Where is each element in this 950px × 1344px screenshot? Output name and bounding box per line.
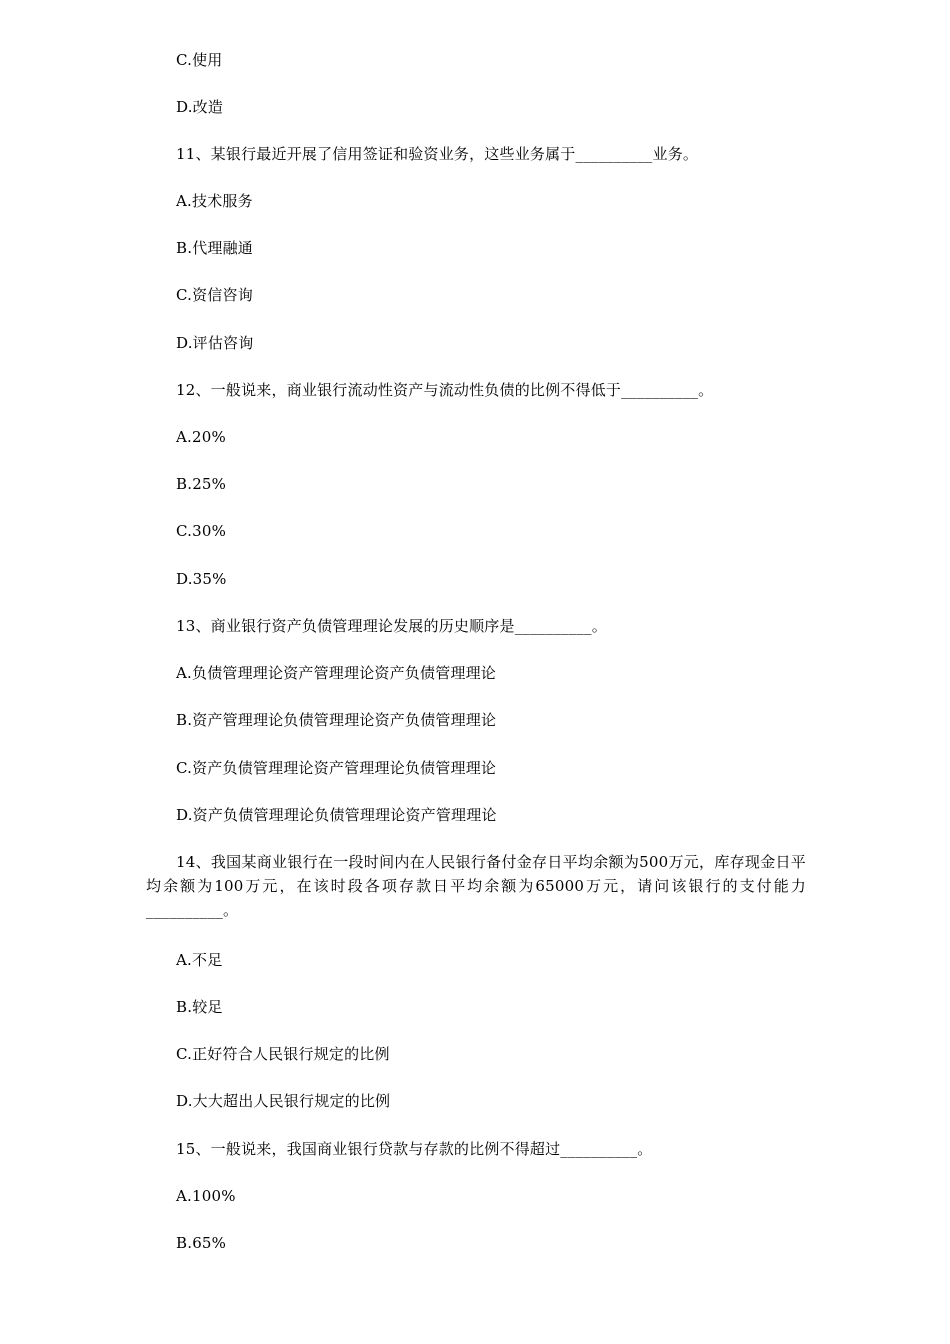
question-15: 15、一般说来，我国商业银行贷款与存款的比例不得超过__________。 bbox=[176, 1140, 653, 1158]
option-14b: B.较足 bbox=[176, 998, 223, 1016]
option-13c: C.资产负债管理理论资产管理理论负债管理理论 bbox=[176, 759, 497, 777]
option-14d: D.大大超出人民银行规定的比例 bbox=[176, 1092, 391, 1110]
option-11c: C.资信咨询 bbox=[176, 286, 253, 304]
option-12a: A.20% bbox=[176, 428, 226, 446]
option-13a: A.负债管理理论资产管理理论资产负债管理理论 bbox=[176, 664, 497, 682]
option-14a: A.不足 bbox=[176, 951, 223, 969]
question-12: 12、一般说来，商业银行流动性资产与流动性负债的比例不得低于__________。 bbox=[176, 381, 714, 399]
option-10c: C.使用 bbox=[176, 51, 223, 69]
option-13d: D.资产负债管理理论负债管理理论资产管理理论 bbox=[176, 806, 497, 824]
option-15a: A.100% bbox=[176, 1187, 236, 1205]
option-12c: C.30% bbox=[176, 522, 227, 540]
question-11: 11、某银行最近开展了信用签证和验资业务，这些业务属于__________业务。 bbox=[176, 145, 699, 163]
option-10d: D.改造 bbox=[176, 98, 224, 116]
option-11b: B.代理融通 bbox=[176, 239, 253, 257]
option-12d: D.35% bbox=[176, 570, 227, 588]
question-13: 13、商业银行资产负债管理理论发展的历史顺序是__________。 bbox=[176, 617, 607, 635]
question-14: 14、我国某商业银行在一段时间内在人民银行备付金存日平均余额为500万元，库存现金日平均余额为100万元，在该时段各项存款日平均余额为65000万元，请问该银行的支付能力__________。 bbox=[146, 853, 806, 919]
option-15b: B.65% bbox=[176, 1234, 227, 1252]
option-11d: D.评估咨询 bbox=[176, 334, 254, 352]
option-13b: B.资产管理理论负债管理理论资产负债管理理论 bbox=[176, 711, 497, 729]
option-14c: C.正好符合人民银行规定的比例 bbox=[176, 1045, 390, 1063]
option-11a: A.技术服务 bbox=[176, 192, 253, 210]
option-12b: B.25% bbox=[176, 475, 227, 493]
